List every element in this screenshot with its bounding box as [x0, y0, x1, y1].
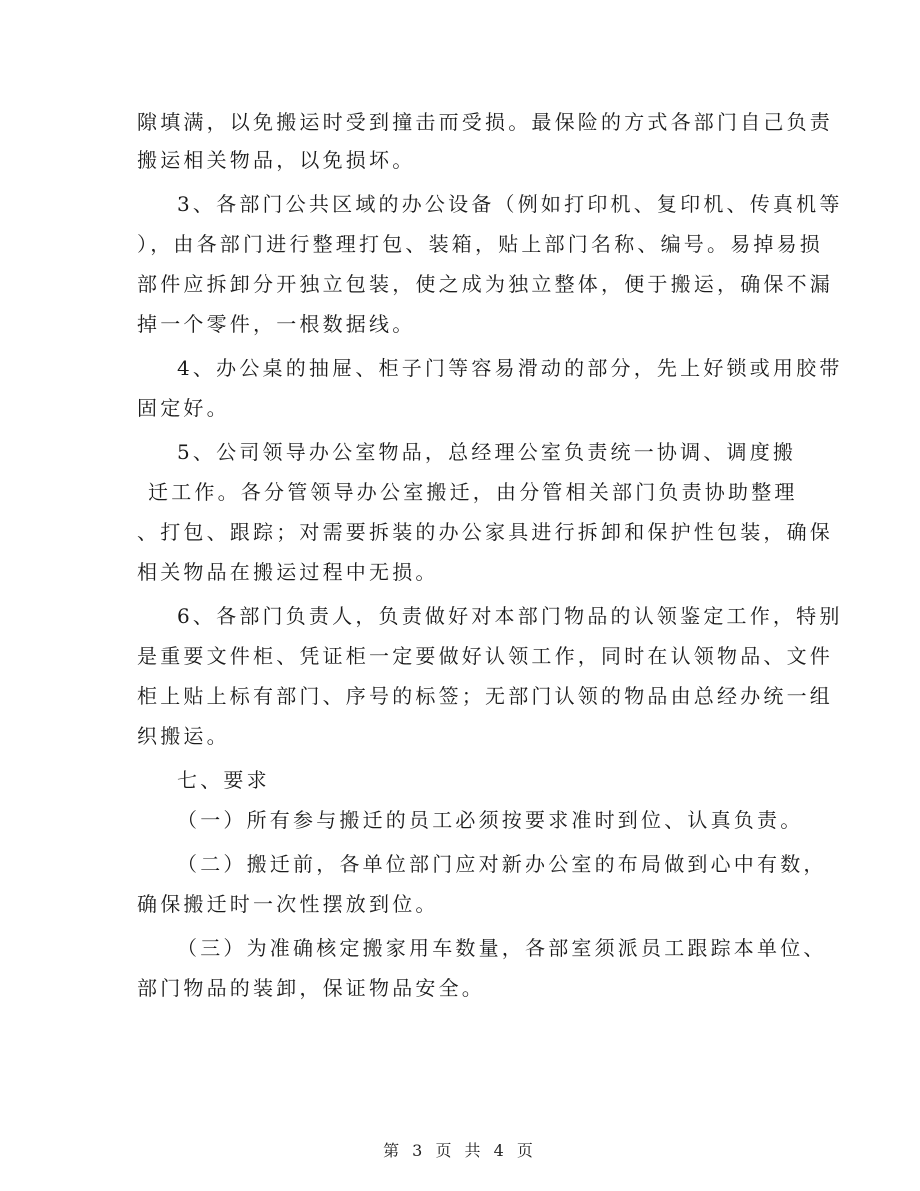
text-line: 是重要文件柜、凭证柜一定要做好认领工作，同时在认领物品、文件 — [137, 644, 833, 668]
text-line: 部件应拆卸分开独立包装，使之成为独立整体，便于搬运，确保不漏 — [137, 272, 833, 296]
text-line: 3、各部门公共区域的办公设备（例如打印机、复印机、传真机等 — [177, 192, 843, 216]
text-line: 相关物品在搬运过程中无损。 — [137, 560, 439, 584]
text-line: 、打包、跟踪；对需要拆装的办公家具进行拆卸和保护性包装，确保 — [137, 520, 833, 544]
text-line: （一）所有参与搬迁的员工必须按要求准时到位、认真负责。 — [177, 808, 804, 832]
text-line: 柜上贴上标有部门、序号的标签；无部门认领的物品由总经办统一组 — [137, 684, 833, 708]
text-line: ），由各部门进行整理打包、装箱，贴上部门名称、编号。易掉易损 — [137, 232, 823, 256]
text-line: （二）搬迁前，各单位部门应对新办公室的布局做到心中有数， — [177, 852, 827, 876]
section-heading: 七、要求 — [177, 768, 270, 792]
text-line: 4、办公桌的抽屉、柜子门等容易滑动的部分，先上好锁或用胶带 — [177, 356, 843, 380]
text-line: （三）为准确核定搬家用车数量，各部室须派员工跟踪本单位、 — [177, 936, 827, 960]
text-line: 搬运相关物品，以免损坏。 — [137, 148, 416, 172]
text-line: 掉一个零件，一根数据线。 — [137, 312, 416, 336]
text-line: 确保搬迁时一次性摆放到位。 — [137, 892, 439, 916]
page-number-footer: 第 3 页 共 4 页 — [383, 1141, 537, 1160]
text-line: 部门物品的装卸，保证物品安全。 — [137, 976, 485, 1000]
text-line: 迁工作。各分管领导办公室搬迁，由分管相关部门负责协助整理 — [148, 480, 798, 504]
text-line: 织搬运。 — [137, 724, 230, 748]
text-line: 5、公司领导办公室物品，总经理公室负责统一协调、调度搬 — [177, 440, 797, 464]
text-line: 固定好。 — [137, 396, 230, 420]
text-line: 6、各部门负责人，负责做好对本部门物品的认领鉴定工作，特别 — [177, 604, 843, 628]
text-line: 隙填满，以免搬运时受到撞击而受损。最保险的方式各部门自己负责 — [137, 110, 833, 134]
